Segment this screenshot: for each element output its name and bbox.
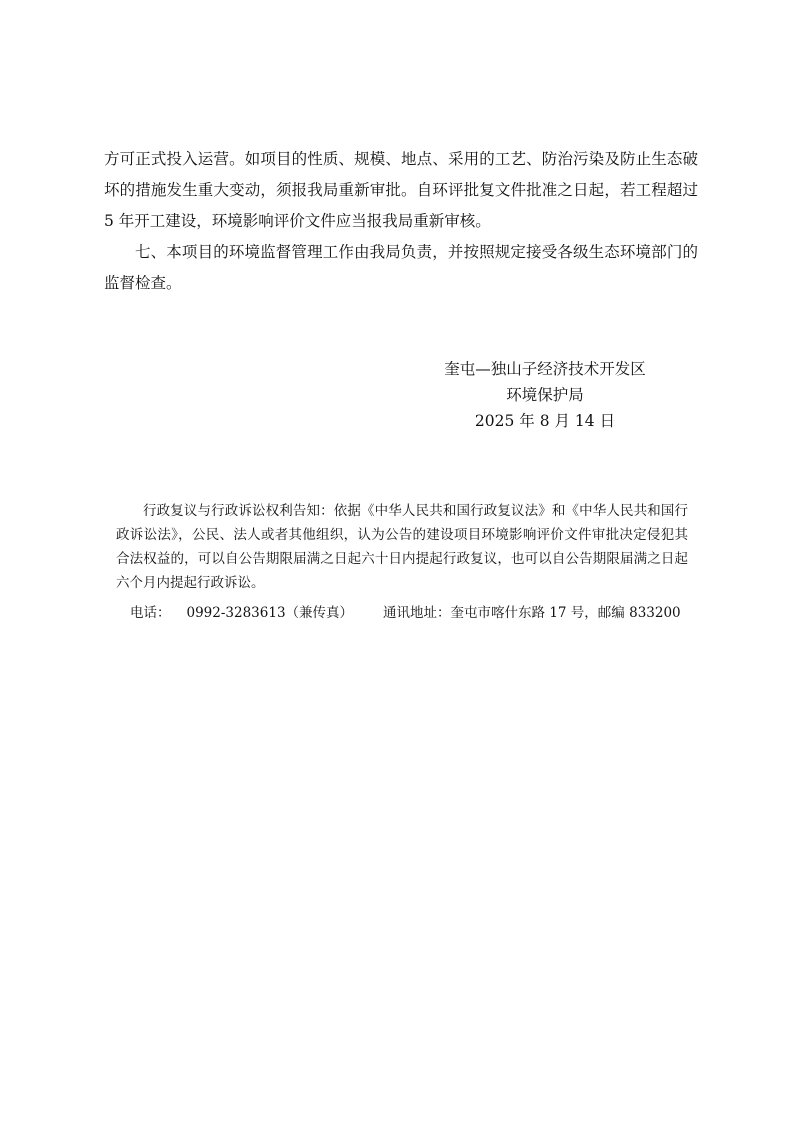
signature-block: [420, 356, 670, 434]
issue-date: 2025 年 8 月 14 日: [474, 412, 616, 430]
phone-label: 电话：: [130, 605, 171, 621]
appeal-rights-notice: [116, 499, 688, 595]
phone-value: 0992-3283613（兼传真）: [186, 605, 354, 621]
paragraph-seven: 七、本项目的环境监督管理工作由我局负责，并按照规定接受各级生态环境部门的监督检查。: [104, 243, 698, 292]
contact-info: [130, 602, 690, 624]
issuing-org-line-2: 环境保护局: [506, 386, 584, 404]
notice-text: 行政复议与行政诉讼权利告知：依据《中华人民共和国行政复议法》和《中华人民共和国行政诉讼法》，公民、法人或者其他组织，认为公告的建设项目环境影响评价文件审批决定侵犯其合法权益的，可以自公告期限届满之日起六十日内提起行政复议，也可以自公告期限届满之日起六个月内提起行政诉讼。: [116, 503, 688, 591]
paragraph-continued: 方可正式投入运营。如项目的性质、规模、地点、采用的工艺、防治污染及防止生态破坏的措施发生重大变动，须报我局重新审批。自环评批复文件批准之日起，若工程超过 5 年开工建设，环境影响评价文件应当报我局重新审核。: [104, 150, 698, 230]
address-value: 奎屯市喀什东路 17 号，邮编 833200: [450, 605, 681, 621]
address-label: 通讯地址：: [383, 605, 451, 621]
issuing-org-line-1: 奎屯—独山子经济技术开发区: [444, 360, 646, 378]
document-body: [104, 144, 698, 299]
